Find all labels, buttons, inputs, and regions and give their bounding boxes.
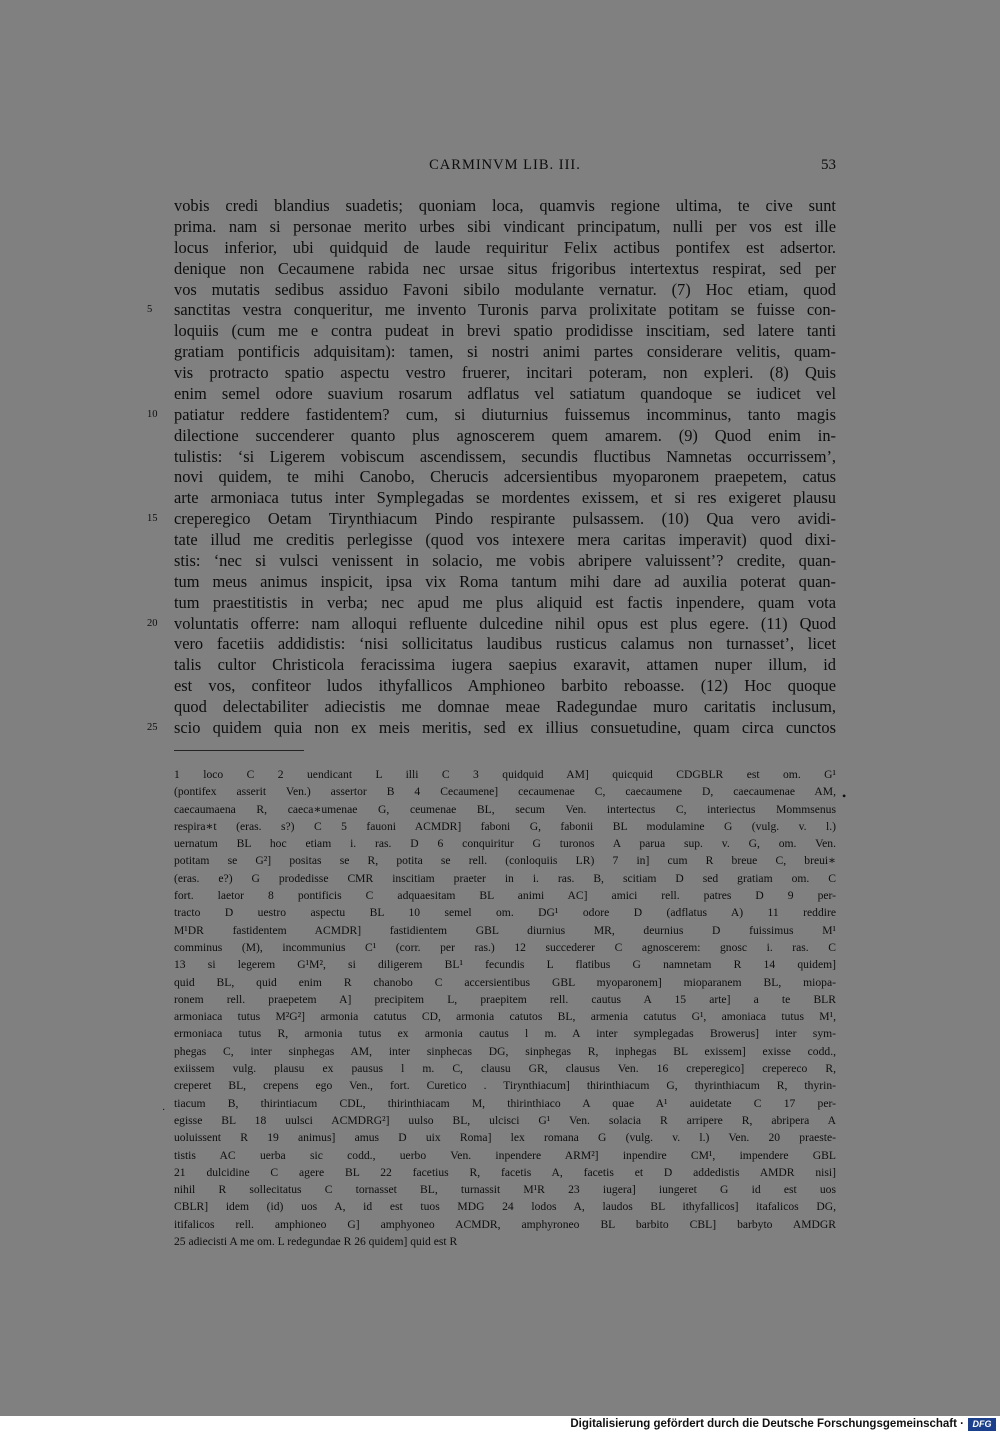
line-number: 10 [147, 408, 158, 420]
apparatus-line: 21 dulcidine C agere BL 22 facetius R, facetis A, facetis et D addedistis AMDR nisi] [174, 1165, 836, 1179]
text-line-content: denique non Cecaumene rabida nec ursae situs frigoribus intertextus respirat, sed per [174, 258, 836, 278]
apparatus-line: 13 si legerem G¹M², si diligerem BL¹ fecundis L flatibus G namnetam R 14 quidem] [174, 958, 836, 972]
apparatus-line: 1 loco C 2 uendicant L illi C 3 quidquid AM] quicquid CDGBLR est om. G¹ [174, 768, 836, 781]
apparatus-line: ronem rell. praepetem A] precipitem L, praepitem rell. cautus A 15 arte] a te BLR [174, 992, 836, 1006]
text-line [174, 363, 836, 384]
critical-apparatus [174, 766, 836, 1250]
apparatus-line: uernatum BL hoc etiam i. ras. D 6 conquiritur G turonos A parua sup. v. G, om. Ven. [174, 837, 836, 851]
text-line [174, 634, 836, 655]
apparatus-line: fort. laetor 8 pontificis C adquaesitam BL animi AC] amici rell. patres D 9 per- [174, 889, 836, 903]
apparatus-line: itifalicos rell. amphioneo G] amphyoneo ACMDR, amphyroneo BL barbito CBL] barbyto AMDGR [174, 1217, 836, 1231]
text-line-content: prima. nam si personae merito urbes sibi vindicant principatum, nulli per vos est ille [174, 216, 836, 236]
text-line [174, 196, 836, 217]
footer-bar [0, 1416, 1000, 1434]
text-line-content: vis protracto spatio aspectu vestro fruerer, incitari poteram, non expleri. (8) Quis [174, 363, 836, 382]
apparatus-line: phegas C, inter sinphegas AM, inter sinphecas DG, sinphegas R, inphegas BL exissem] exisse codd., [174, 1044, 836, 1058]
text-line [174, 676, 836, 697]
text-line-content: scio quidem quia non ex meis meritis, sed ex illius consuetudine, quam circa cunctos [174, 717, 836, 737]
main-text [147, 196, 836, 739]
margin-mark: · [162, 1105, 166, 1116]
text-line-content: patiatur reddere fastidentem? cum, si diuturnius fuissemus incomminus, tanto magis [174, 404, 836, 424]
apparatus-line: caecaumaena R, caeca∗umenae G, ceumenae BL, secum Ven. intertectus C, interiectus Mommsenus [174, 802, 836, 816]
page-number: 53 [821, 157, 836, 173]
text-line-content: sanctitas vestra conqueritur, me invento Turonis parva prolixitate potitam se fuisse con- [174, 300, 836, 320]
margin-dot: • [842, 789, 847, 803]
apparatus-line: exiissem vulg. plausu ex pausus l m. C, clausu GR, clausus Ven. 16 creperegico] crepereco R, [174, 1062, 836, 1076]
apparatus-line: nihil R sollecitatus C tornasset BL, turnassit M¹R 23 iugera] iungeret G id est uos [174, 1183, 836, 1197]
apparatus-line: armoniaca tutus M²G²] armonia catutus CD, armonia catutos BL, armenia catutus G¹, amoniaca tutus M¹, [174, 1010, 836, 1024]
text-line [174, 551, 836, 572]
text-line [174, 342, 836, 363]
apparatus-line: (eras. e?) G prodedisse CMR inscitiam praeter in i. ras. B, scitiam D sed gratiam om. C [174, 871, 836, 885]
text-line [174, 655, 836, 676]
text-line-content: vero facetiis addidistis: ‘nisi sollicitatus laudibus rusticus calamus non turnasset’, licet [174, 634, 836, 654]
text-line-content: enim semel odore suavium rosarum adflatus vel satiatum quandoque se iudicet vel [174, 383, 836, 403]
apparatus-line: uoluissent R 19 animus] amus D uix Roma] lex romana G (vulg. v. l.) Ven. 20 praeste- [174, 1131, 836, 1145]
apparatus-line: tistis AC uerba sic codd., uerbo Ven. inpendere ARM²] inpendire CM¹, impendere GBL [174, 1148, 836, 1162]
apparatus-line: CBLR] idem (id) uos A, id est tuos MDG 24 lodos A, laudos BL ithyfallicos] itafalicos DG, [174, 1200, 836, 1214]
footnote-separator [174, 750, 304, 751]
apparatus-line: 25 adiecisti A me om. L redegundae R 26 quidem] quid est R [174, 1235, 458, 1249]
text-line [174, 572, 836, 593]
text-line-content: voluntatis offerre: nam alloqui refluente dulcedine nihil opus est plus egere. (11) Quod [174, 613, 836, 633]
text-line-content: locus inferior, ubi quidquid de laude requiritur Felix actibus pontifex est adsertor. [174, 237, 836, 257]
text-line [174, 426, 836, 447]
text-line [174, 718, 836, 739]
text-line [174, 447, 836, 468]
text-line-content: quod delectabiliter adiecistis me domnae meae Radegundae muro caritatis inclusum, [174, 697, 836, 716]
text-line-content: tum praestitistis in verba; nec apud me plus aliquid est factis inpendere, quam vota [174, 592, 836, 612]
text-line [174, 300, 836, 321]
line-number: 15 [147, 513, 158, 525]
dfg-logo-icon: DFG [968, 1418, 996, 1431]
apparatus-line: M¹DR fastidentem ACMDR] fastidientem GBL diurnius MR, deurnius D fuissimus M¹ [174, 923, 836, 937]
text-line [174, 217, 836, 238]
running-header [174, 157, 836, 179]
apparatus-line: egisse BL 18 uulsci ACMDRG²] uulso BL, ulcisci G¹ Ven. solacia R arripere R, abripera A [174, 1113, 836, 1127]
text-line [174, 405, 836, 426]
line-number: 20 [147, 617, 158, 629]
apparatus-line: (pontifex asserit Ven.) assertor B 4 Cecaumene] cecaumenae C, caecaumene D, caecaumenae AM, [174, 785, 836, 799]
apparatus-line: respira∗t (eras. s?) C 5 fauoni ACMDR] faboni G, fabonii BL modulamine G (vulg. v. l.) [174, 819, 836, 833]
apparatus-line: quid BL, quid enim R chanobo C accersientibus GBL myoparonem] mioparanem BL, miopa- [174, 975, 836, 989]
text-line [174, 321, 836, 342]
text-line-content: vobis credi blandius suadetis; quoniam loca, quamvis regione ultima, te cive sunt [174, 196, 836, 215]
running-title: CARMINVM LIB. III. [429, 157, 581, 173]
text-line-content: est vos, confiteor ludos ithyfallicos Amphioneo barbito reboasse. (12) Hoc quoque [174, 676, 836, 696]
text-line-content: stis: ‘nec si vulsci venissent in solacio, me vobis abripere valuissent’? credite, quan- [174, 550, 836, 570]
text-line [174, 467, 836, 488]
text-line-content: arte armoniaca tutus inter Symplegadas se mordentes exissem, et si res exigeret plausu [174, 488, 836, 508]
apparatus-line: comminus (M), incommunius C¹ (corr. per ras.) 12 succederer C agnoscerem: gnosc i. ras. C [174, 940, 836, 954]
apparatus-line: tracto D uestro aspectu BL 10 semel om. DG¹ odore D (adflatus A) 11 reddire [174, 906, 836, 920]
line-number: 25 [147, 721, 158, 733]
text-line-content: dilectione succenderer quanto plus agnoscerem quem amarem. (9) Quod enim in- [174, 425, 836, 445]
text-line-content: creperegico Oetam Tirynthiacum Pindo respirante pulsassem. (10) Qua vero avidi- [174, 509, 836, 529]
text-line-content: gratiam pontificis adquisitam): tamen, si nostri animi partes considerare velitis, quam- [174, 342, 836, 362]
text-line [174, 509, 836, 530]
line-number: 5 [147, 304, 153, 316]
text-line [174, 530, 836, 551]
text-line-content: tum meus animus inspicit, ipsa vix Roma tantum mihi dare ad auxilia poterat quan- [174, 571, 836, 591]
text-line-content: vos mutatis sedibus assiduo Favoni sibilo modulante vernatur. (7) Hoc etiam, quod [174, 279, 836, 299]
text-line-content: talis cultor Christicola feracissima iugera saepius exaravit, attamen nuper illum, id [174, 655, 836, 675]
footer-credit: Digitalisierung gefördert durch die Deutsche Forschungsgemeinschaft · [570, 1418, 964, 1430]
text-line-content: loquiis (cum me e contra pudeat in brevi spatio prodidisse inscitiam, sed latere tanti [174, 321, 836, 341]
text-line-content: tulistis: ‘si Ligerem vobiscum ascendissem, secundis fluctibus Namnetas occurrissem’, [174, 446, 836, 466]
apparatus-line: tiacum B, thirintiacum CDL, thirinthiacam M, thirinthiaco A quae A¹ auidetate C 17 per- [174, 1096, 836, 1110]
text-line [174, 238, 836, 259]
text-line-content: tate illud me creditis perlegisse (quod vos intexere mera caritas imperavit) quod dixi- [174, 530, 836, 549]
apparatus-line: ermoniaca tutus R, armonia tutus ex armonia cautus l m. A inter symplegadas Browerus] inter sym- [174, 1027, 836, 1041]
apparatus-line: potitam se G²] positas se R, potita se rell. (conloquiis LR) 7 in] cum R breue C, breui∗ [174, 854, 836, 868]
apparatus-line: creperet BL, crepens ego Ven., fort. Curetico . Tirynthiacum] thirinthiacum G, thyrinthiacum R, thyrin- [174, 1079, 836, 1093]
text-line [174, 614, 836, 635]
text-line [174, 259, 836, 280]
text-line-content: novi quidem, te mihi Canobo, Cherucis adcersientibus myoparonem praepetem, catus [174, 467, 836, 487]
